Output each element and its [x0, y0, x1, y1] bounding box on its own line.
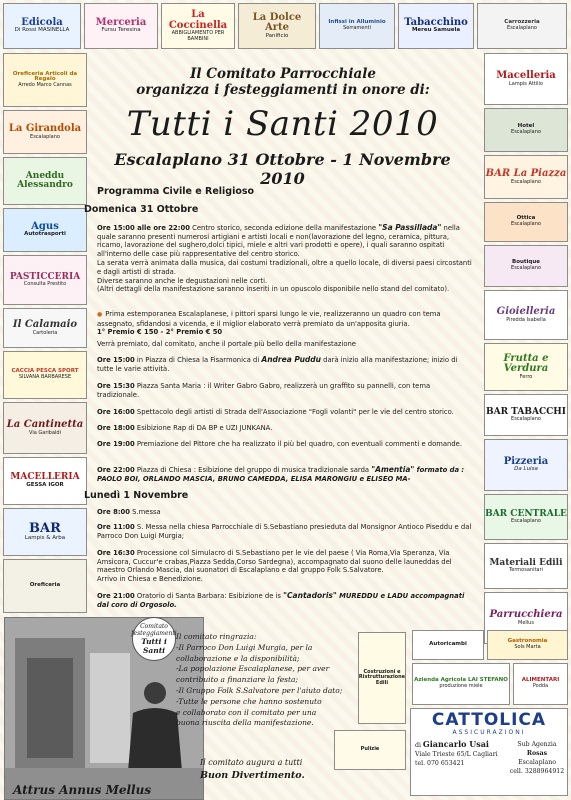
cattolica-details	[411, 740, 567, 776]
event-note-blessing: Arrivo in Chiesa e Benedizione.	[97, 574, 203, 583]
event-1600	[97, 408, 472, 417]
event-rest: formato da : PAOLO BOI, ORLANDO MASCIA, BRUNO CAMEDDA, ELISA MARONGIU e ELISEO MA-	[97, 466, 465, 483]
thanks-line: contribuito a finanziare la festa;	[176, 675, 299, 685]
ad-infissi	[319, 3, 395, 49]
ad-title: La Girandola	[8, 123, 82, 135]
ad-hotel	[484, 108, 568, 152]
ad-gastronomia	[487, 630, 568, 660]
ad-title: Agus	[31, 220, 59, 232]
day-2-heading: Lunedì 1 Novembre	[84, 490, 189, 501]
ad-pizzeria	[484, 439, 568, 491]
event-0800	[97, 508, 472, 517]
event-1900	[97, 440, 472, 449]
ad-title: CACCIA PESCA SPORT	[11, 368, 79, 375]
event-text: in Piazza di Chiesa la Fisarmonica di	[134, 356, 262, 364]
event-text: Piazza di Chiesa : Esibizione del gruppo di musica tradizionale sarda	[134, 466, 372, 474]
thanks-note	[176, 632, 391, 729]
ad-pasticceria	[3, 255, 87, 305]
ad-sub: Fursu Teresina	[101, 27, 141, 34]
ad-oreficeria-regalo	[3, 53, 87, 107]
cattolica-cell: cell. 3288964912	[509, 768, 565, 776]
ad-title: Autoricambi	[429, 641, 467, 648]
ad-title: La Dolce Arte	[252, 11, 302, 34]
ad-title: Gioielleria	[496, 306, 556, 318]
contest-prizes: 1° Premio € 150 - 2° Premio € 50	[97, 328, 223, 337]
event-highlight: Andrea Puddu	[261, 355, 322, 364]
ad-sub: Escalaplano	[511, 416, 541, 423]
cattolica-place: Escalaplano	[518, 759, 556, 767]
ad-sub: Da Luisa	[514, 466, 538, 473]
ad-carrozzeria	[477, 3, 567, 49]
ad-title: Pizzeria	[503, 455, 549, 467]
contest-note: Verrà premiato, dal comitato, anche il portale più bello della manifestazione	[97, 339, 356, 348]
ad-title: Materiali Edili	[489, 557, 563, 568]
event-sa-passillada	[97, 224, 472, 294]
ad-sub: Sols Marta	[514, 644, 541, 651]
organizer-heading	[118, 66, 448, 98]
ad-title: Edicola	[21, 16, 63, 28]
ad-bar-centrale	[484, 494, 568, 540]
event-time: Ore 15:00	[97, 356, 135, 364]
cattolica-agent-prefix: di	[415, 742, 421, 750]
ad-sub: Escalaplano	[511, 178, 541, 185]
ad-agus	[3, 208, 87, 252]
ad-title: PASTICCERIA	[9, 271, 81, 282]
ad-sub: Escalaplano	[511, 265, 541, 272]
ad-sub: produzione miele	[439, 683, 483, 690]
ad-sub: Ferro	[519, 373, 533, 380]
thanks-line: buona riuscita della manifestazione.	[176, 718, 314, 728]
organizer-line-1: Il Comitato Parrocchiale	[190, 66, 376, 82]
event-2200	[97, 466, 472, 483]
event-1100	[97, 523, 472, 540]
ad-macelleria-gessa	[3, 457, 87, 505]
event-rest: MUREDDU e LADU accompagnati dal coro di Orgosolo.	[97, 592, 465, 609]
ad-title: Costruzioni e Ristrutturazione Edili	[358, 669, 406, 686]
event-text: Centro storico, seconda edizione della manifestazione	[189, 224, 379, 232]
ad-title: MACELLERIA	[10, 472, 80, 483]
ad-sub: GESSA IGOR	[26, 481, 64, 488]
event-time: Ore 8:00	[97, 508, 131, 516]
ad-sub: Escalaplano	[511, 221, 541, 228]
event-text: S.messa	[130, 508, 161, 516]
ad-title: La Cantinetta	[6, 419, 84, 431]
event-text: S. Messa nella chiesa Parrocchiale di S.Sebastiano presieduta dal Monsignor Antioco Piseddu e dal Parroco Don Luigi Murgia;	[97, 523, 472, 540]
event-time: Ore 11:00	[97, 523, 135, 531]
ad-bar-tabacchi	[484, 394, 568, 436]
ad-sub: Consulta Prestito	[23, 281, 67, 288]
ad-title: BAR CENTRALE	[485, 508, 567, 519]
thanks-line: -Il Parroco Don Luigi Murgia, per la	[176, 642, 313, 652]
event-1530	[97, 382, 472, 399]
cattolica-agent-col	[411, 740, 507, 776]
thanks-line: Il comitato ringrazia:	[176, 632, 257, 641]
ad-title: Boutique	[512, 259, 540, 266]
event-1500	[97, 356, 472, 373]
ad-title: Macelleria	[496, 70, 556, 82]
ad-caccia-pesca	[3, 351, 87, 399]
ad-sub: Cartoleria	[32, 329, 58, 336]
event-time: Ore 16:30	[97, 549, 135, 557]
thanks-line: collaborazione e la disponibilità;	[176, 653, 300, 663]
photo-caption: Attrus Annus Mellus	[13, 783, 152, 797]
event-time: Ore 19:00	[97, 440, 135, 448]
ad-sub: Podda	[532, 683, 549, 690]
event-time: Ore 16:00	[97, 408, 135, 416]
closing-wish	[200, 756, 350, 782]
ad-alimentari	[513, 663, 568, 705]
ad-sub: Via Garibaldi	[29, 429, 61, 436]
event-2100	[97, 592, 472, 609]
ad-oreficeria-left	[3, 559, 87, 613]
ad-bar-piazza	[484, 155, 568, 199]
event-1800	[97, 424, 472, 433]
ad-sub: Escalaplano	[507, 25, 537, 32]
ad-sub: Termosanitari	[509, 567, 543, 574]
cattolica-agent: Giancarlo Usai	[422, 739, 489, 750]
painting-contest	[97, 310, 472, 348]
ad-title: Parrucchiera	[489, 609, 563, 621]
ad-girandola	[3, 110, 87, 154]
committee-badge	[132, 617, 176, 661]
ad-sub: Serramenti	[343, 25, 371, 32]
ad-title: Azienda Agricola LAI STEFANO	[414, 677, 508, 684]
ad-aneddu	[3, 157, 87, 205]
event-title: Tutti i Santi 2010	[126, 104, 439, 144]
event-text: Spettacolo degli artisti di Strada dell'Associazione "Fogli volanti" per le vie del centro storico.	[134, 408, 454, 416]
ad-sub: SILVANA BARBARESE	[18, 374, 72, 381]
ad-title: Oreficeria	[29, 582, 61, 589]
ad-sub: Mereu Samuela	[411, 27, 461, 34]
ad-sub: Di Rossi MASINELLA	[14, 27, 70, 34]
closing-line-2: Buon Divertimento.	[200, 770, 305, 781]
cattolica-agency-col	[507, 740, 567, 776]
ad-title: Hotel	[517, 123, 535, 130]
event-highlight: "Cantadoris"	[283, 591, 337, 600]
ad-sub: Escalaplano	[511, 518, 541, 525]
ad-bar-lampis	[3, 508, 87, 556]
event-note-tasting: Diverse saranno anche le degustazioni nelle corti.	[97, 276, 268, 285]
event-note-details: (Altri dettagli della manifestazione saranno inseriti in un opuscolo disponibile nello stand del comitato).	[97, 285, 450, 294]
ad-coccinella	[161, 3, 235, 49]
ad-title: Ottica	[516, 215, 536, 222]
ad-title: Oreficeria Articoli da Regalo	[12, 70, 78, 83]
ad-calamaio	[3, 308, 87, 348]
ad-title: BAR La Piazza	[485, 168, 567, 180]
ad-boutique	[484, 245, 568, 287]
event-dates: Escalaplano 31 Ottobre - 1 Novembre 2010	[114, 150, 451, 188]
ad-title: Frutta e Verdura	[503, 352, 549, 375]
closing-line-1: Il comitato augura a tutti	[200, 758, 303, 767]
day-1-heading: Domenica 31 Ottobre	[84, 204, 199, 215]
ad-frutta-verdura	[484, 343, 568, 391]
ad-title: Merceria	[95, 16, 147, 28]
organizer-line-2: organizza i festeggiamenti in onore di:	[136, 82, 430, 98]
ad-sub: Mellus	[518, 619, 534, 626]
event-time: Ore 21:00	[97, 592, 135, 600]
ad-title: La Coccinella	[168, 9, 228, 31]
cattolica-agency: Sub Agenzia	[517, 741, 557, 749]
ad-macelleria-lampis	[484, 53, 568, 105]
ad-cattolica	[410, 708, 568, 796]
event-text: Esibizione Rap di DA BP e UZI JUNKANA.	[134, 424, 273, 432]
badge-line-2: Tutti i Santi	[141, 637, 167, 655]
ad-title: Carrozzeria	[504, 19, 540, 26]
cattolica-city: Rosas	[526, 750, 548, 758]
ad-title: Gastronomia	[507, 638, 548, 645]
ad-title: Il Calamaio	[12, 319, 78, 331]
event-rest: nella quale saranno presenti numerosi artigiani e artisti locali e non(lavorazione del legno, ceramica, pittura, ricamo, lavorazione del sughero,dolci tipici, miele e altri vari prodotti e opere), i quali saranno ospitati all'interno delle case più rappresentative del centro storico.	[97, 224, 460, 258]
event-rest: darà inizio alla manifestazione; inizio di tutte le varie attività.	[97, 356, 458, 373]
ad-title: Aneddu Alessandro	[17, 170, 73, 190]
ad-sub: Escalaplano	[30, 133, 60, 140]
ad-materiali-edili	[484, 543, 568, 589]
ad-autoricambi	[412, 630, 484, 660]
ad-tabacchino	[398, 3, 474, 49]
cattolica-agent-line	[415, 740, 507, 750]
ad-dolce-arte	[238, 3, 316, 49]
ad-edicola	[3, 3, 81, 49]
ad-cantinetta	[3, 402, 87, 454]
ad-title: Pulizie	[360, 746, 380, 753]
cattolica-phone: tel. 070 653421	[415, 760, 465, 768]
cattolica-logo: CATTOLICA	[431, 710, 547, 730]
ad-title: Tabacchino	[404, 16, 468, 28]
cattolica-address: Viale Trieste 65/L Cagliari	[415, 751, 498, 759]
ad-sub: Lampis Attilio	[509, 80, 543, 87]
ad-sub: Lampis & Arba	[24, 534, 66, 541]
event-note-music: La serata verrà animata dalla musica, dai costumi tradizionali, oltre a quello locale, di diversi paesi circostanti e dagli artisti di strada.	[97, 259, 472, 276]
thanks-line: -La popolazione Escalaplanese, per aver	[176, 664, 330, 674]
event-highlight: "Amentia"	[371, 465, 415, 474]
contest-text: ● Prima estemporanea Escalaplanese, i pittori sparsi lungo le vie, realizzeranno un quadro con tema assegnato, sfidandosi a vicenda, e il miglior elaborato verrà premiato da un'apposita giuria.	[97, 310, 472, 328]
event-text: Piazza Santa Maria : il Writer Gabro Gabro, realizzerà un graffito su pannelli, con tema tradizionale.	[97, 382, 431, 399]
ad-sub: Piredda Isabella	[506, 316, 546, 323]
event-text: Oratorio di Santa Barbara: Esibizione de is	[134, 592, 284, 600]
ad-title: BAR	[29, 521, 61, 537]
ad-title: Infissi in Alluminio	[328, 19, 386, 26]
ad-gioielleria	[484, 290, 568, 340]
thanks-line: e collaborato con il comitato per una	[176, 707, 317, 717]
ad-sub: Autotrasporti	[24, 231, 66, 238]
event-time: Ore 22:00	[97, 466, 135, 474]
ad-lai-stefano	[412, 663, 510, 705]
event-time: Ore 15:00 alle ore 22:00	[97, 224, 190, 232]
event-text: Premiazione del Pittore che ha realizzato il più bel quadro, con eventuali commenti e domande.	[134, 440, 463, 448]
cattolica-sub: ASSICURAZIONI	[452, 728, 526, 736]
badge-line-1: Comitato festeggiamenti	[131, 623, 177, 637]
ad-sub: ABBIGLIAMENTO PER BAMBINI	[171, 30, 225, 42]
ad-merceria	[84, 3, 158, 49]
event-1630	[97, 549, 472, 583]
ad-sub: Escalaplano	[511, 129, 541, 136]
ad-sub: Arredo Marco Cannas	[18, 82, 72, 89]
ad-sub: Panificio	[265, 32, 289, 39]
ad-ottica	[484, 202, 568, 242]
event-highlight: "Sa Passillada"	[378, 223, 442, 232]
event-time: Ore 15:30	[97, 382, 135, 390]
thanks-line: -Il Gruppo Folk S.Salvatore per l'aiuto dato;	[176, 685, 343, 695]
event-time: Ore 18:00	[97, 424, 135, 432]
thanks-line: -Tutte le persone che hanno sostenuto	[176, 696, 322, 706]
program-heading: Programma Civile e Religioso	[97, 186, 255, 197]
ad-title: BAR TABACCHI	[485, 406, 567, 417]
event-text: Processione col Simulacro di S.Sebastiano per le vie del paese ( Via Roma,Via Speranza, Via Amsicora, Cuccur'e crabas,Piazza Sedda,Corso Sardegna), accompagnato dal suono delle launeddas del maestro Orlando Mascia, dai suonatori di Escalaplano e dal gruppo Folk S.Salvatore.	[97, 549, 452, 575]
ad-title: ALIMENTARI	[521, 677, 560, 684]
